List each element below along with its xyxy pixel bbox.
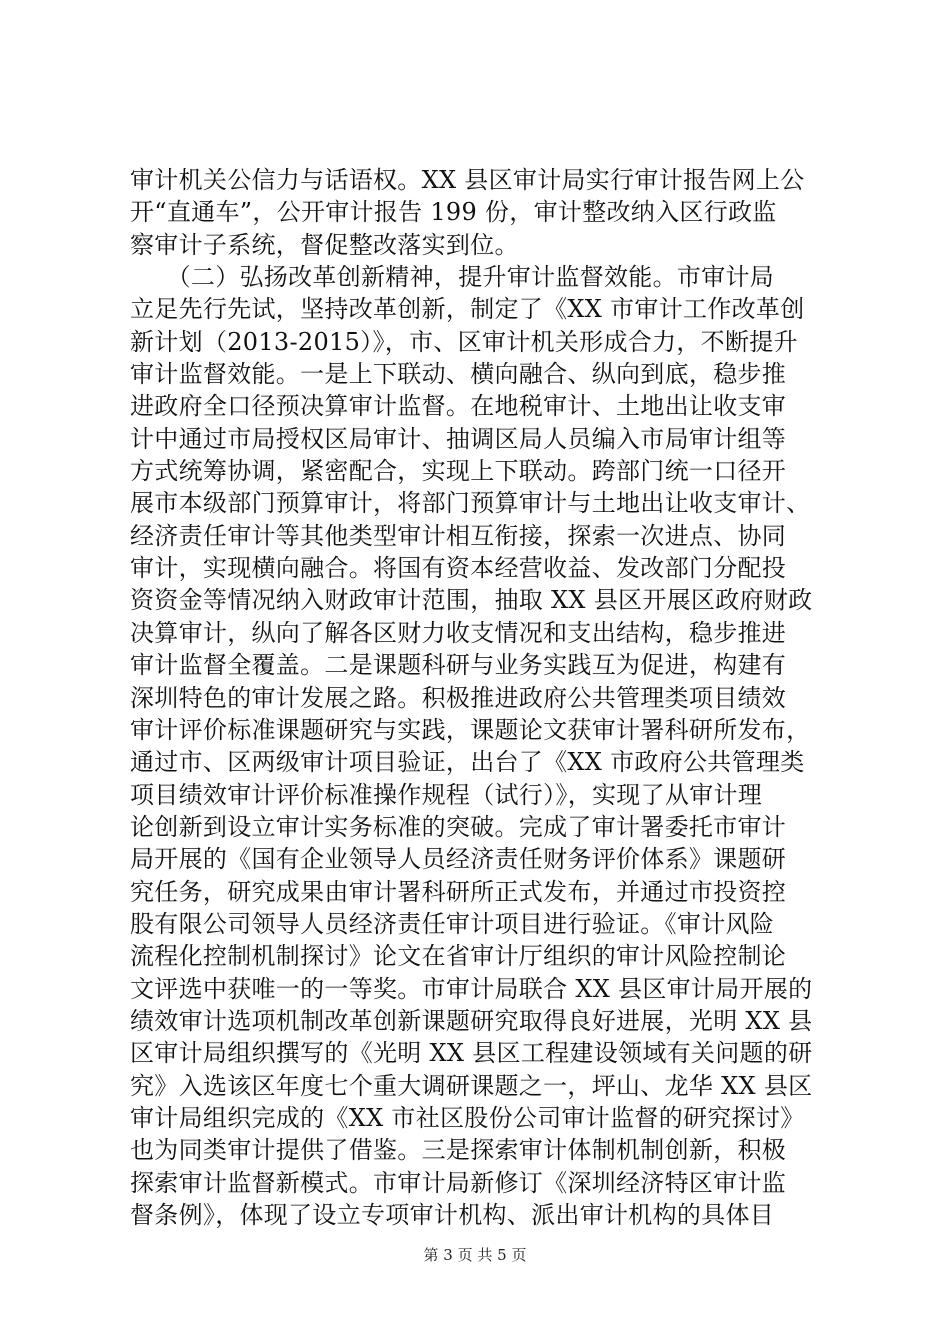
text-line: 究任务，研究成果由审计署科研所正式发布，并通过市投资控 <box>130 877 787 906</box>
text-line: 督条例》，体现了设立专项审计机构、派出审计机构的具体目 <box>130 1201 775 1229</box>
text-line: 区审计局组织撰写的《光明 XX 县区工程建设领域有关问题的研 <box>130 1039 813 1068</box>
text-line: 审计评价标准课题研究与实践，课题论文获审计署科研所发布， <box>130 715 811 744</box>
text-line: 进政府全口径预决算审计监督。在地税审计、土地出让收支审 <box>130 392 787 421</box>
text-line: 流程化控制机制探讨》论文在省审计厅组织的审计风险控制论 <box>130 942 787 971</box>
text-line: 展市本级部门预算审计，将部门预算审计与土地出让收支审计、 <box>130 489 811 518</box>
text-line: 审计机关公信力与话语权。XX 县区审计局实行审计报告网上公 <box>130 166 805 194</box>
page-footer: 第 3 页 共 5 页 <box>423 1246 527 1264</box>
text-line: 计中通过市局授权区局审计、抽调区局人员编入市局审计组等 <box>130 424 787 453</box>
text-line: 通过市、区两级审计项目验证，出台了《XX 市政府公共管理类 <box>130 748 805 777</box>
text-line: （二）弘扬改革创新精神，提升审计监督效能。市审计局 <box>130 263 775 292</box>
text-line: 审计，实现横向融合。将国有资本经营收益、发改部门分配投 <box>130 554 787 583</box>
text-line: 股有限公司领导人员经济责任审计项目进行验证。《审计风险 <box>130 909 775 938</box>
text-line: 审计局组织完成的《XX 市社区股份公司审计监督的研究探讨》 <box>130 1103 805 1132</box>
text-line: 开“直通车”，公开审计报告 199 份，审计整改纳入区行政监 <box>130 198 777 227</box>
text-line: 新计划（2013-2015）》，市、区审计机关形成合力，不断提升 <box>130 327 798 356</box>
text-line: 决算审计，纵向了解各区财力收支情况和支出结构，稳步推进 <box>130 618 787 647</box>
text-line: 局开展的《国有企业领导人员经济责任财务评价体系》课题研 <box>130 845 787 874</box>
body-text <box>130 164 830 1231</box>
text-line: 立足先行先试，坚持改革创新，制定了《XX 市审计工作改革创 <box>130 295 805 324</box>
text-line: 项目绩效审计评价标准操作规程（试行）》，实现了从审计理 <box>130 780 763 809</box>
text-line: 绩效审计选项机制改革创新课题研究取得良好进展，光明 XX 县 <box>130 1006 813 1035</box>
text-line: 深圳特色的审计发展之路。积极推进政府公共管理类项目绩效 <box>130 683 787 712</box>
text-line: 经济责任审计等其他类型审计相互衔接，探索一次进点、协同 <box>130 521 787 550</box>
text-line: 文评选中获唯一的一等奖。市审计局联合 XX 县区审计局开展的 <box>130 974 813 1003</box>
text-line: 也为同类审计提供了借鉴。三是探索审计体制机制创新，积极 <box>130 1136 787 1165</box>
text-line: 方式统筹协调，紧密配合，实现上下联动。跨部门统一口径开 <box>130 457 787 486</box>
text-line: 察审计子系统，督促整改落实到位。 <box>130 230 519 259</box>
text-line: 探索审计监督新模式。市审计局新修订《深圳经济特区审计监 <box>130 1168 787 1197</box>
text-line: 究》入选该区年度七个重大调研课题之一，坪山、龙华 XX 县区 <box>130 1071 813 1100</box>
text-line: 审计监督全覆盖。二是课题科研与业务实践互为促进，构建有 <box>130 651 787 680</box>
text-line: 审计监督效能。一是上下联动、横向融合、纵向到底，稳步推 <box>130 360 787 389</box>
text-line: 论创新到设立审计实务标准的突破。完成了审计署委托市审计 <box>130 812 787 841</box>
text-line: 资资金等情况纳入财政审计范围，抽取 XX 县区开展区政府财政 <box>130 586 813 615</box>
